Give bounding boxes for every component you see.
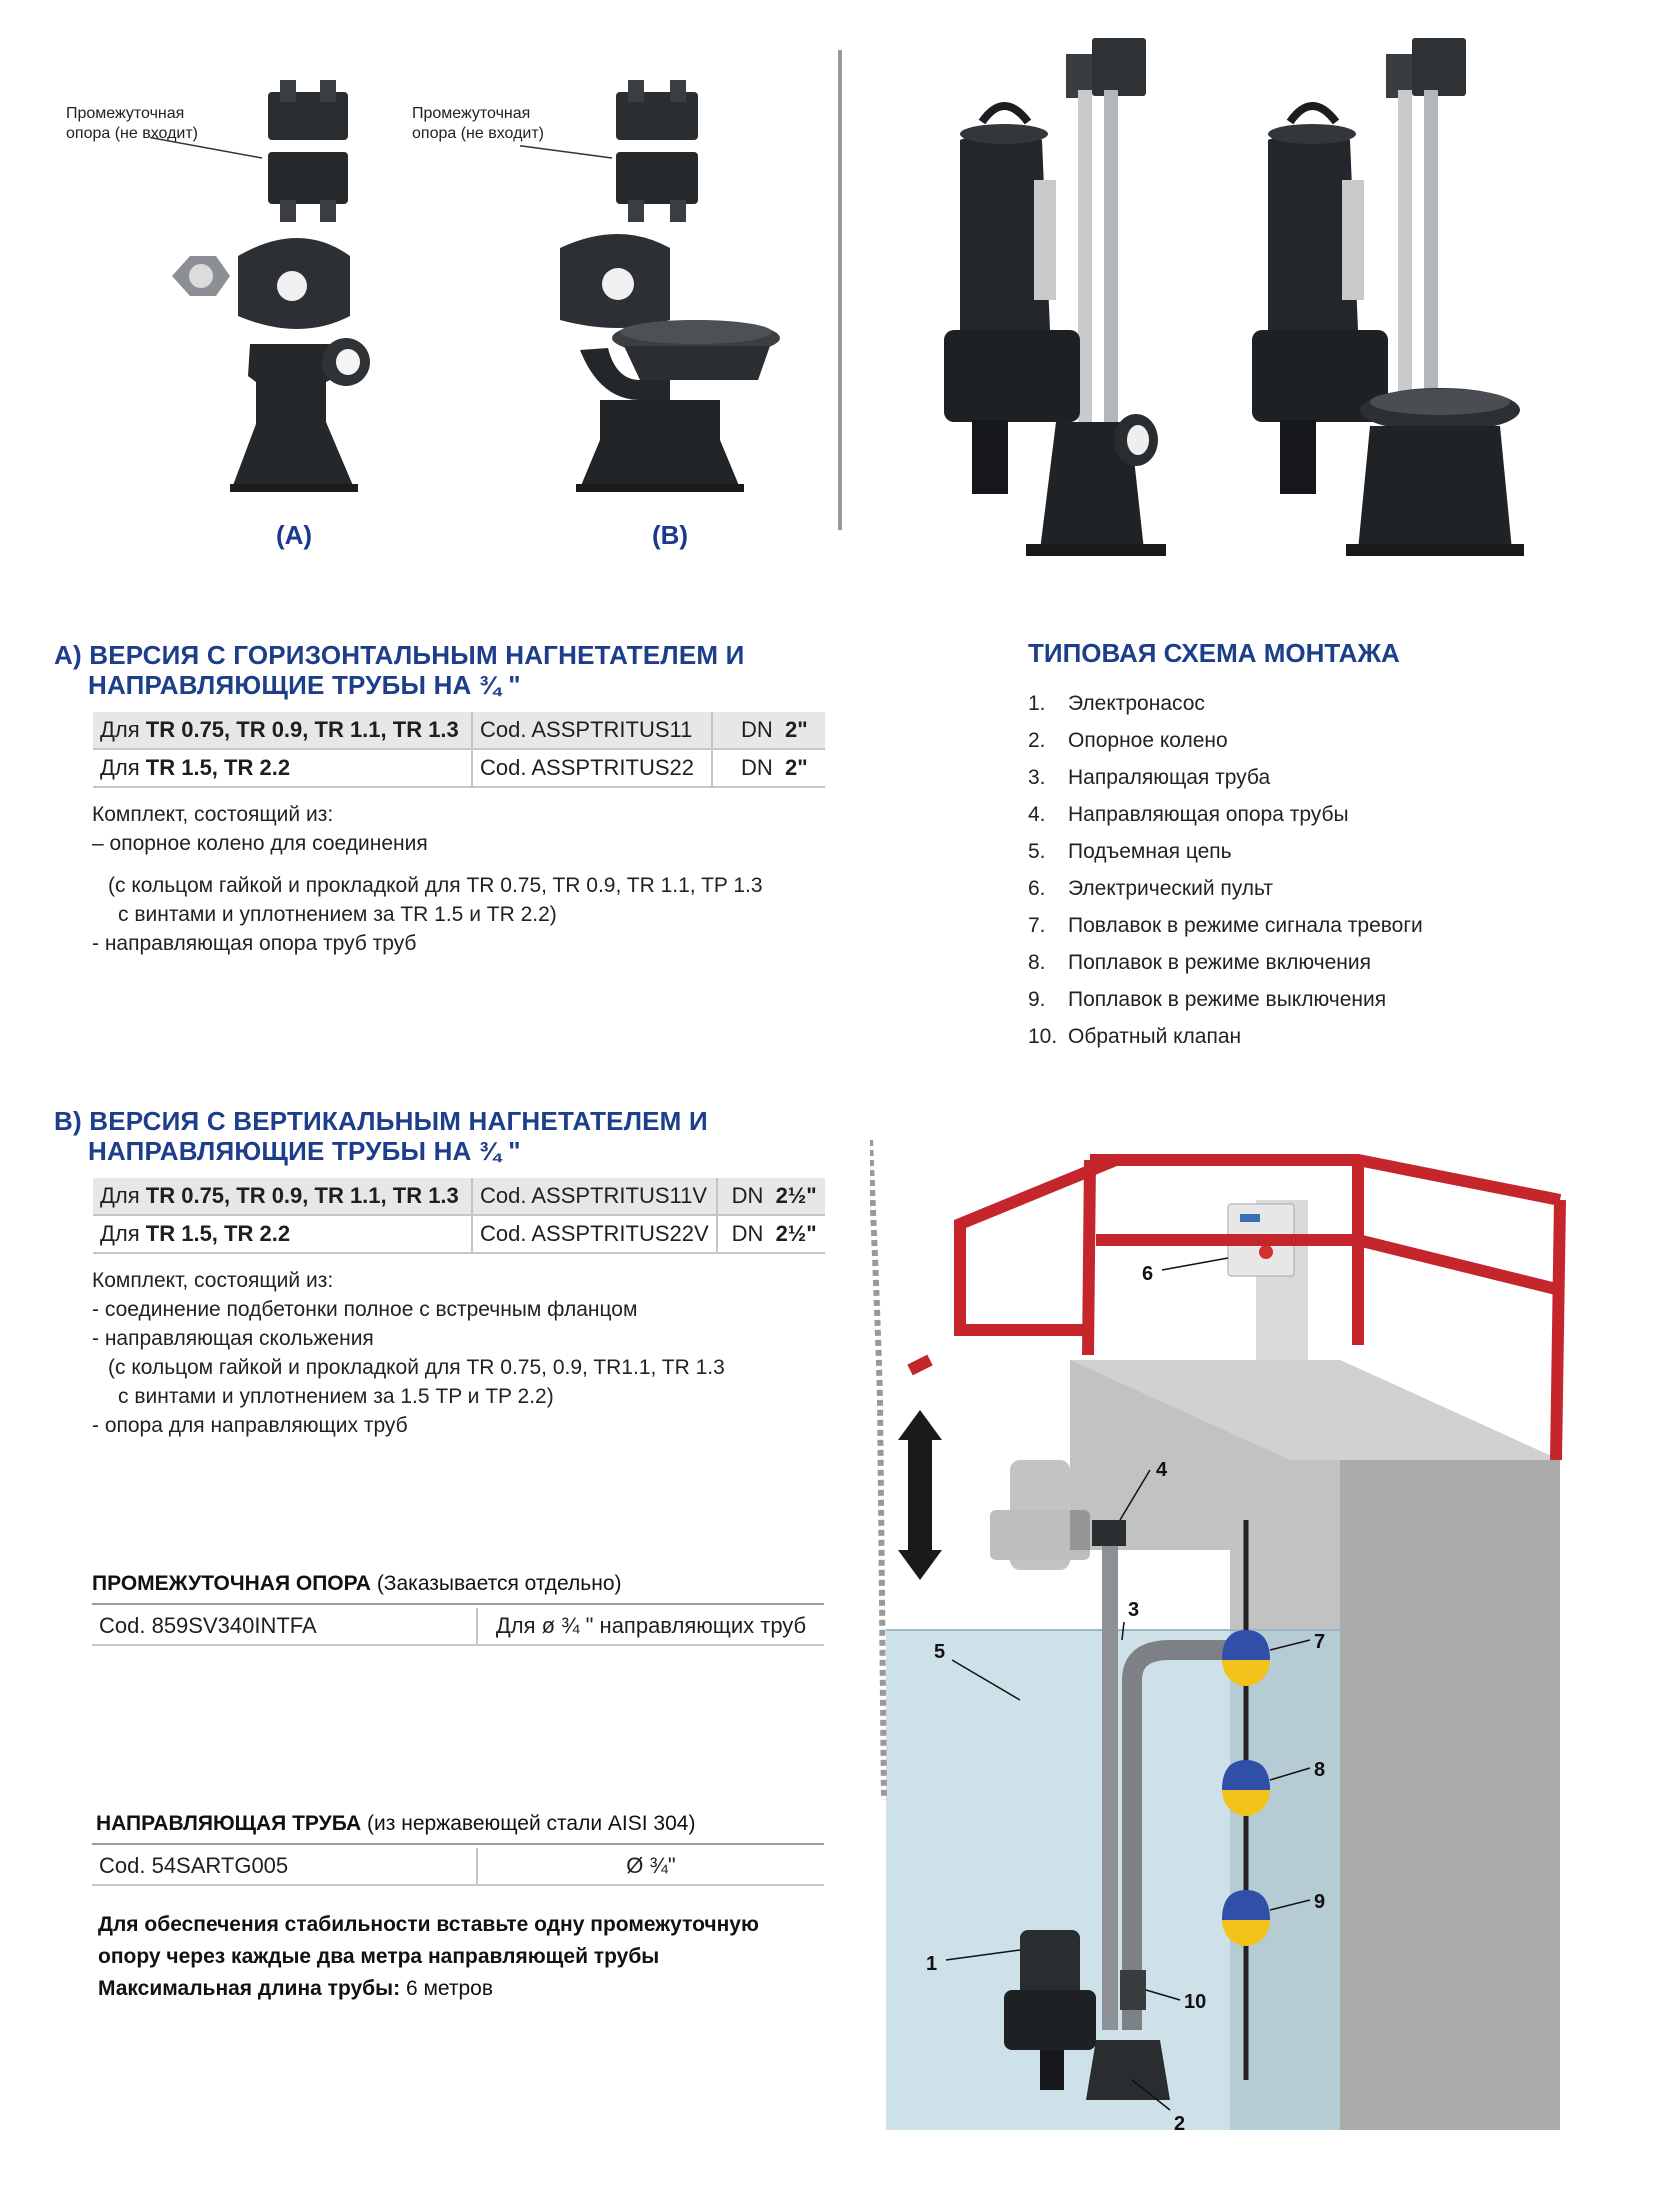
callout-line: Промежуточная (412, 105, 531, 122)
note-line: опору через каждые два метра направляющей трубы (98, 1945, 660, 1968)
guide-pipe (1102, 1540, 1118, 2030)
product-code: Cod. ASSPTRITUS22V (472, 1215, 717, 1253)
desc-line: (с кольцом гайкой и прокладкой для TR 0.75, TR 0.9, TR 1.1, TP 1.3 (108, 874, 763, 897)
item-label: Электрический пульт (1068, 877, 1273, 900)
lift-arrow-icon (898, 1410, 942, 1580)
list-item (1028, 729, 1228, 753)
item-label: Напраляющая труба (1068, 766, 1271, 789)
dn-value: 2½" (775, 1183, 817, 1208)
max-length-label: Максимальная длина трубы: (98, 1977, 401, 2000)
intermediate-support-table (92, 1608, 824, 1646)
item-number: 4. (1028, 803, 1046, 826)
models-cell (93, 712, 472, 749)
flange-icon (560, 234, 670, 328)
guide-pipe-title (96, 1812, 695, 1836)
prefix: Для (100, 1221, 140, 1246)
desc-line: - соединение подбетонки полное с встречным фланцом (92, 1298, 638, 1321)
list-item (1028, 951, 1371, 975)
item-number: 2. (1028, 729, 1046, 752)
item-label: Подъемная цепь (1068, 840, 1232, 863)
desc-line: Комплект, состоящий из: (92, 803, 334, 826)
diagram-label-10: 10 (1184, 1991, 1207, 2013)
table-row (92, 1608, 824, 1645)
table-row (92, 1848, 824, 1885)
section-a-title (54, 640, 745, 700)
guide-pipe-table (92, 1848, 824, 1886)
diagram-label-6: 6 (1142, 1263, 1154, 1285)
item-number: 8. (1028, 951, 1046, 974)
pump-a-assembly (944, 38, 1166, 556)
desc-line: - направляющая опора труб труб (92, 932, 417, 955)
section-a-description (92, 800, 763, 958)
list-item (1028, 803, 1349, 827)
item-number: 3. (1028, 766, 1046, 789)
prefix: Для (100, 755, 140, 780)
item-number: 5. (1028, 840, 1046, 863)
float-switch-alarm-icon (1222, 1630, 1270, 1686)
prefix: Для (100, 1183, 140, 1208)
item-number: 7. (1028, 914, 1046, 937)
check-valve-icon (1120, 1970, 1146, 2010)
dn-cell (717, 1215, 825, 1253)
item-label: Повлавок в режиме сигнала тревоги (1068, 914, 1423, 937)
section-b-title-line1: B) ВЕРСИЯ С ВЕРТИКАЛЬНЫМ НАГНЕТАТЕЛЕМ И (54, 1106, 708, 1136)
diagram-label-8: 8 (1314, 1759, 1326, 1781)
desc-line: – опорное колено для соединения (92, 832, 428, 855)
duckfoot-bend-icon (230, 338, 370, 492)
installation-scheme-list (1028, 692, 1588, 1072)
lifting-chain (870, 1140, 884, 1800)
section-b-spec-table (93, 1178, 825, 1254)
duckfoot-bend (1086, 2040, 1170, 2100)
dn-value: 2" (785, 717, 808, 742)
callout-line: опора (не входит) (412, 125, 545, 142)
models: TR 1.5, TR 2.2 (145, 755, 291, 780)
kit-a-illustration (150, 80, 380, 500)
desc-line: Комплект, состоящий из: (92, 1269, 334, 1292)
divider (92, 1603, 824, 1605)
table-row (93, 1178, 825, 1215)
item-label: Поплавок в режиме выключения (1068, 988, 1387, 1011)
diagram-label-9: 9 (1314, 1891, 1326, 1913)
max-length-line (98, 1973, 759, 2005)
models: TR 1.5, TR 2.2 (145, 1221, 291, 1246)
models: TR 0.75, TR 0.9, TR 1.1, TR 1.3 (145, 1183, 459, 1208)
installation-diagram (870, 1140, 1590, 2140)
product-code: Cod. ASSPTRITUS22 (472, 749, 712, 787)
item-label: Поплавок в режиме включения (1068, 951, 1371, 974)
dn-cell (712, 712, 825, 749)
list-item (1028, 877, 1273, 901)
desc-line: - направляющая скольжения (92, 1327, 374, 1350)
section-b-title-line2: НАПРАВЛЯЮЩИЕ ТРУБЫ НА ¾ " (88, 1136, 521, 1166)
item-number: 6. (1028, 877, 1046, 900)
section-a-title-line2: НАПРАВЛЯЮЩИЕ ТРУБЫ НА ¾ " (88, 670, 521, 700)
table-row (93, 712, 825, 749)
callout-line: опора (не входит) (66, 125, 199, 142)
diagram-label-7: 7 (1314, 1631, 1326, 1653)
desc-line: - опора для направляющих труб (92, 1414, 408, 1437)
diagram-label-1: 1 (926, 1953, 938, 1975)
section-b-title (54, 1106, 708, 1166)
version-a-label: (A) (276, 520, 313, 550)
vertical-discharge-bend-icon (576, 320, 780, 492)
table-row (93, 1215, 825, 1253)
desc-line: с винтами и уплотнением за TR 1.5 и TR 2.2) (118, 903, 557, 926)
dn-label: DN (741, 717, 773, 742)
dn-cell (717, 1178, 825, 1215)
item-label: Опорное колено (1068, 729, 1228, 752)
desc-line: с винтами и уплотнением за 1.5 TP и TP 2.2) (118, 1385, 554, 1408)
product-code: Cod. ASSPTRITUS11 (472, 712, 712, 749)
guide-pipe-heading: НАПРАВЛЯЮЩАЯ ТРУБА (96, 1812, 362, 1835)
intermediate-support-title (92, 1572, 622, 1596)
item-number: 1. (1028, 692, 1046, 715)
section-b-description (92, 1266, 725, 1440)
models-cell (93, 1178, 472, 1215)
guide-pipe-note: (из нержавеющей стали AISI 304) (367, 1812, 696, 1835)
intermediate-support-icon (268, 80, 348, 222)
product-desc: Ø ¾" (477, 1848, 824, 1885)
diagram-label-5: 5 (934, 1641, 946, 1663)
list-item (1028, 840, 1232, 864)
dn-value: 2½" (775, 1221, 817, 1246)
list-item (1028, 914, 1423, 938)
version-b-label: (B) (652, 520, 689, 550)
pump-assembly-photos (900, 30, 1560, 580)
list-item (1028, 766, 1270, 790)
models: TR 0.75, TR 0.9, TR 1.1, TR 1.3 (145, 717, 459, 742)
concrete-side (1340, 1360, 1560, 2130)
models-cell (93, 749, 472, 787)
kit-b-illustration (520, 80, 790, 500)
dn-value: 2" (785, 755, 808, 780)
flange-icon (238, 238, 350, 329)
prefix: Для (100, 717, 140, 742)
dn-label: DN (731, 1221, 764, 1246)
item-label: Обратный клапан (1068, 1025, 1242, 1048)
product-code: Cod. 859SV340INTFA (92, 1608, 477, 1645)
list-item (1028, 988, 1386, 1012)
intermediate-support-note: (Заказывается отдельно) (376, 1572, 622, 1595)
list-item (1028, 692, 1205, 716)
models-cell (93, 1215, 472, 1253)
section-a-title-line1: A) ВЕРСИЯ С ГОРИЗОНТАЛЬНЫМ НАГНЕТАТЕЛЕМ И (54, 640, 745, 670)
nut-icon (172, 256, 230, 296)
diagram-label-3: 3 (1128, 1599, 1140, 1621)
installation-scheme-title: ТИПОВАЯ СХЕМА МОНТАЖА (1028, 638, 1400, 668)
item-number: 10. (1028, 1025, 1058, 1048)
max-length-value: 6 метров (405, 1977, 494, 2000)
intermediate-support-heading: ПРОМЕЖУТОЧНАЯ ОПОРА (92, 1572, 371, 1595)
diagram-label-2: 2 (1174, 2113, 1186, 2135)
callout-line: Промежуточная (66, 105, 185, 122)
list-item (1028, 1025, 1241, 1049)
note-line: Для обеспечения стабильности вставьте одну промежуточную (98, 1913, 759, 1936)
desc-line: (с кольцом гайкой и прокладкой для TR 0.75, 0.9, TR1.1, TR 1.3 (108, 1356, 725, 1379)
dn-label: DN (741, 755, 773, 780)
divider (92, 1843, 824, 1845)
product-code: Cod. ASSPTRITUS11V (472, 1178, 717, 1215)
item-label: Направляющая опора трубы (1068, 803, 1349, 826)
intermediate-support-icon (616, 80, 698, 222)
item-number: 9. (1028, 988, 1046, 1011)
product-code: Cod. 54SARTG005 (92, 1848, 477, 1885)
section-a-spec-table (93, 712, 825, 788)
stability-note (98, 1909, 759, 2005)
guide-pipe-bracket (1092, 1520, 1126, 1546)
dn-cell (712, 749, 825, 787)
diagram-label-4: 4 (1156, 1459, 1168, 1481)
item-label: Электронасос (1068, 692, 1205, 715)
vertical-divider (838, 50, 842, 530)
float-switch-off-icon (1222, 1890, 1270, 1946)
product-desc: Для ø ¾ " направляющих труб (477, 1608, 824, 1645)
table-row (93, 749, 825, 787)
float-switch-on-icon (1222, 1760, 1270, 1816)
pump-b-assembly (1252, 38, 1524, 556)
dn-label: DN (731, 1183, 764, 1208)
